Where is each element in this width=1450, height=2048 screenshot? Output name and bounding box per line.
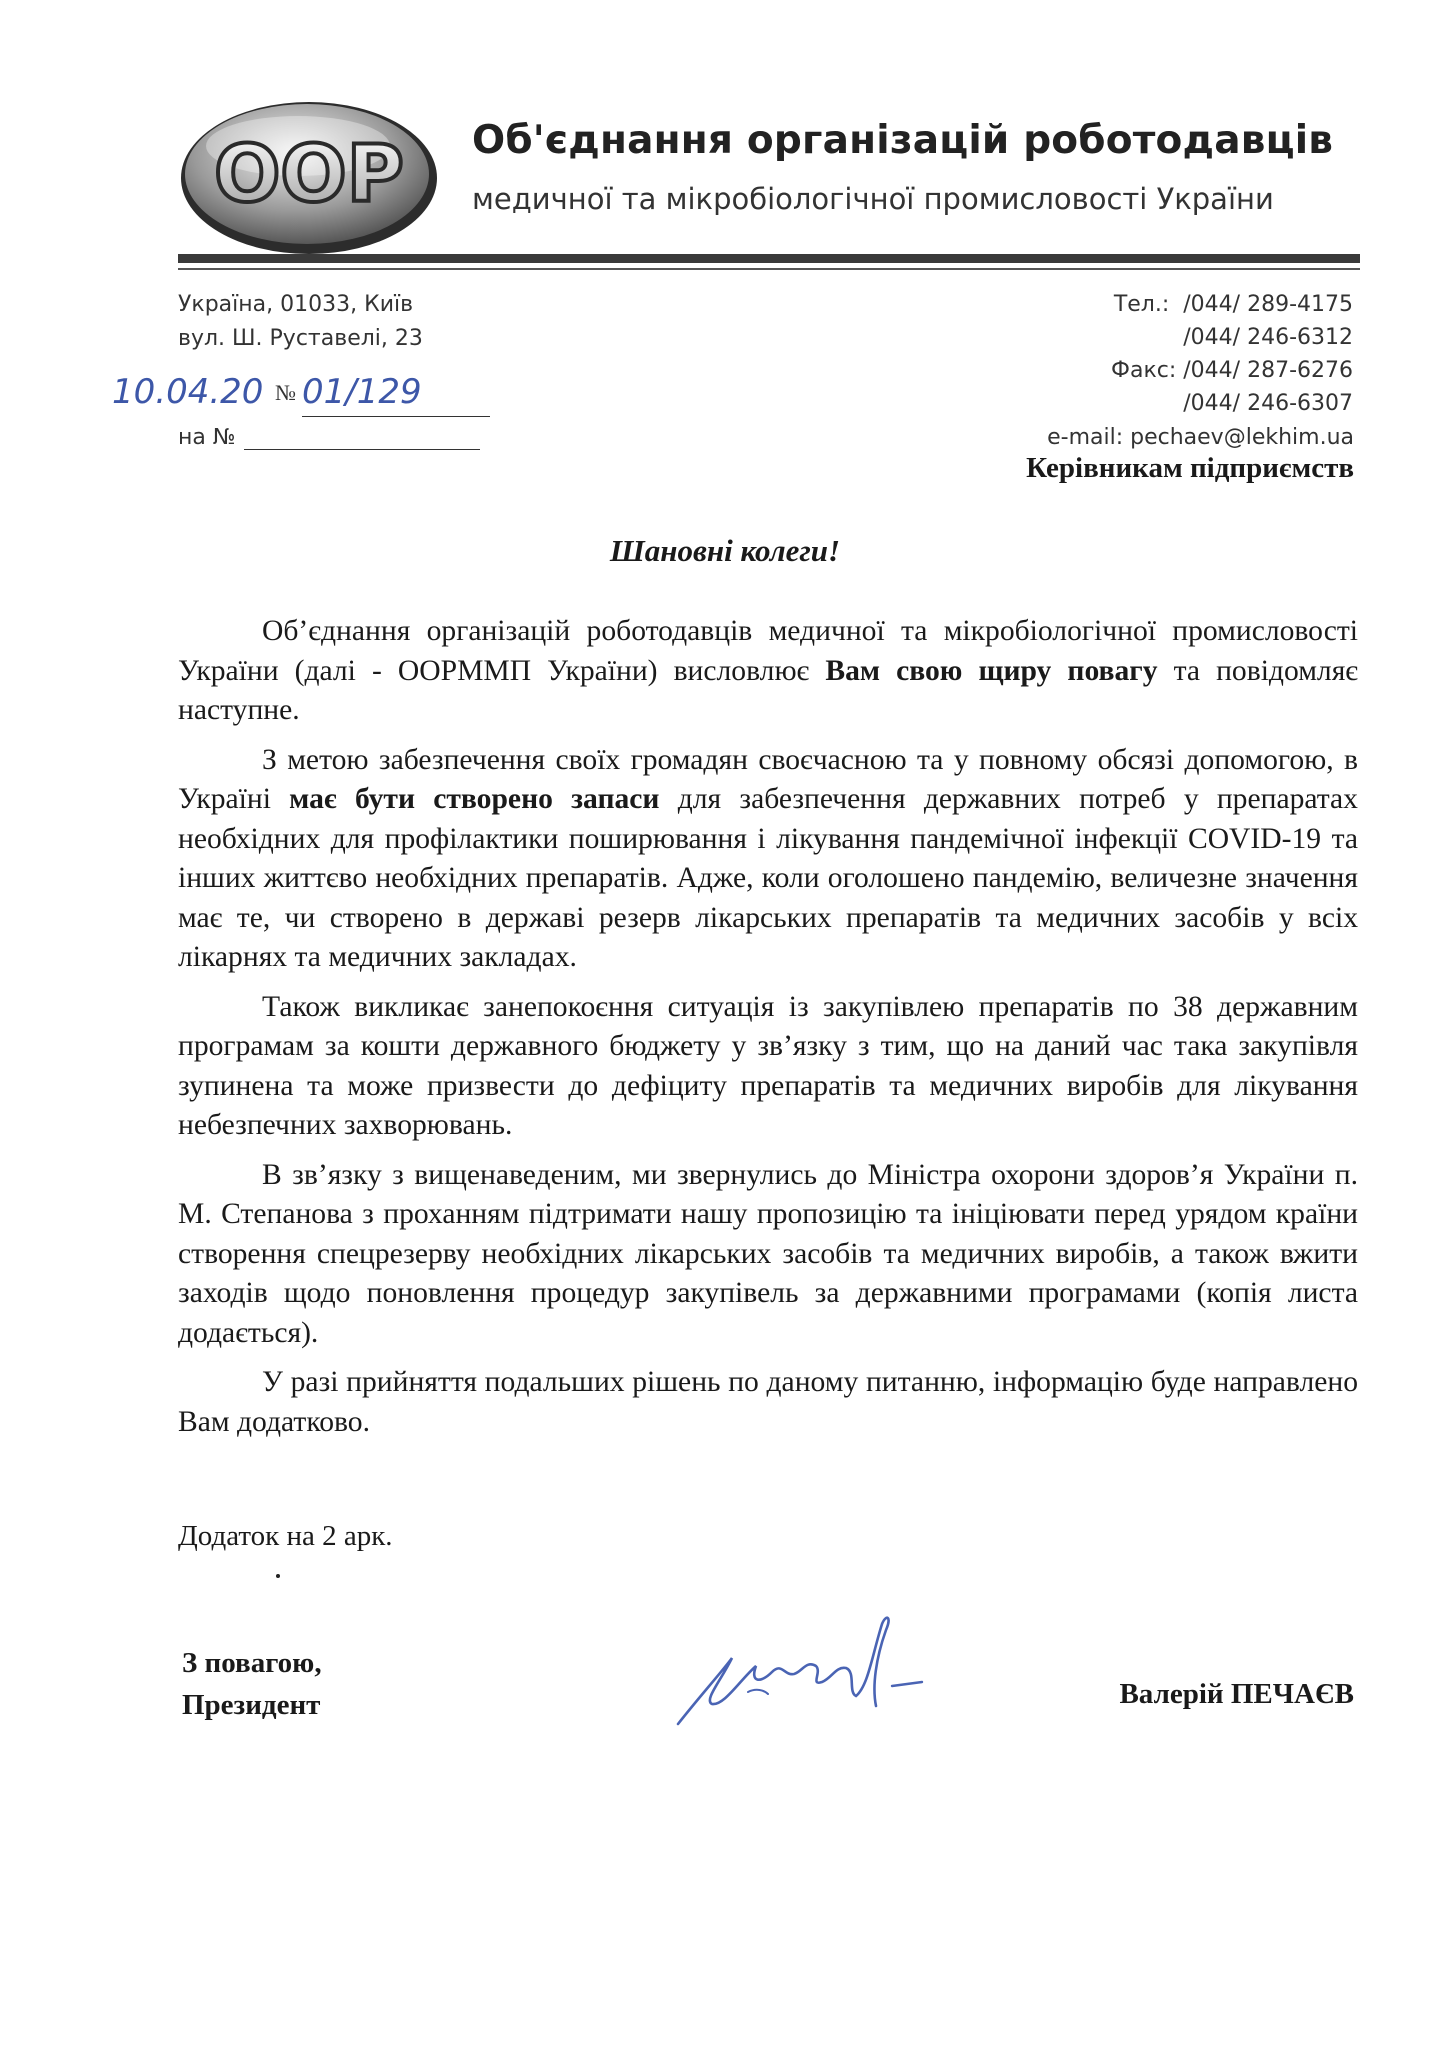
addressee: Керівникам підприємств (1026, 452, 1354, 484)
address-line-1: Україна, 01033, Київ (178, 292, 414, 317)
email: e-mail: pechaev@lekhim.ua (1047, 425, 1354, 450)
closing-title: Президент (182, 1689, 321, 1721)
phone-number-1: /044/ 289-4175 (1183, 292, 1353, 317)
incoming-reference-blank (244, 449, 480, 450)
phone-label: Тел.: (1113, 292, 1170, 317)
paragraph-text: для забезпечення державних потреб у препаратах необхідних для профілактики поширювання і лікування пандемічної інфекції COVID-19 та інших життєво необхідних препаратів. Адже, коли оголошено пандемію, величезне значення має те, чи створено в державі резерв лікарських препаратів та медичних засобів у всіх лікарнях та медичних закладах. (178, 783, 1358, 973)
signer-name: Валерій ПЕЧАЄВ (1119, 1678, 1354, 1710)
header-rule-thin (178, 268, 1360, 270)
paragraph-text: З метою забезпечення своїх громадян своєчасною та у повному обсязі допомогою, в Україні (178, 743, 1358, 815)
number-label: № (275, 380, 296, 405)
paragraph-emphasis: Вам свою щиру повагу (825, 654, 1158, 687)
fax-1 (1111, 358, 1353, 383)
fax-number-2: /044/ 246-6307 (1183, 391, 1353, 416)
paragraph-4 (178, 1156, 1358, 1354)
fax-number-1: /044/ 287-6276 (1183, 358, 1353, 383)
closing (182, 1642, 322, 1726)
letter-body (178, 612, 1358, 1452)
paragraph-5 (178, 1363, 1358, 1442)
paragraph-text: Також викликає занепокоєння ситуація із закупівлею препаратів по 38 державним програмам за кошти державного бюджету у зв’язку з тим, що на даний час така закупівля зупинена та може призвести до дефіциту препаратів та медичних виробів для лікування небезпечних захворювань. (178, 990, 1358, 1141)
oor-logo (178, 98, 440, 258)
stray-dot (276, 1574, 280, 1578)
salutation: Шановні колеги! (609, 533, 841, 568)
header-rule-thick (178, 254, 1360, 263)
paragraph-emphasis: має бути створено запаси (289, 783, 660, 815)
paragraph-text: Об’єднання організацій роботодавців медичної та мікробіологічної промисловості України (далі - ООРММП України) висловлює (178, 615, 1358, 687)
phone-1 (1114, 292, 1353, 317)
handwritten-number: 01/129 (302, 372, 422, 412)
paragraph-2 (178, 741, 1358, 978)
organization-name: Об'єднання організацій роботодавців (472, 118, 1334, 163)
reference-underline (302, 416, 490, 417)
paragraph-text: та повідомляє наступне. (178, 654, 1359, 726)
outgoing-reference (112, 372, 492, 420)
paragraph-1 (178, 612, 1358, 731)
appendix-note: Додаток на 2 арк. (178, 1520, 393, 1552)
organization-subtitle: медичної та мікробіологічної промисловості України (472, 182, 1274, 216)
fax-label: Факс: (1111, 358, 1177, 383)
paragraph-text: У разі прийняття подальших рішень по даному питанню, інформацію буде направлено Вам додатково. (178, 1366, 1358, 1438)
handwritten-signature (660, 1596, 950, 1736)
logo-text: ООР (214, 130, 404, 220)
incoming-reference-label: на № (178, 425, 236, 450)
closing-regards: З повагою, (182, 1647, 322, 1679)
address-line-2: вул. Ш. Руставелі, 23 (178, 326, 423, 351)
paragraph-text: В зв’язку з вищенаведеним, ми звернулись до Міністра охорони здоров’я України п. М. Степанова з проханням підтримати нашу пропозицію та ініціювати перед урядом країни створення спецрезерву необхідних лікарських засобів та медичних виробів, а також вжити заходів щодо поновлення процедур закупівель за державними програмами (копія листа додається). (178, 1158, 1358, 1349)
handwritten-date: 10.04.20 (112, 372, 264, 412)
phone-number-2: /044/ 246-6312 (1183, 325, 1353, 350)
paragraph-3 (178, 988, 1358, 1146)
